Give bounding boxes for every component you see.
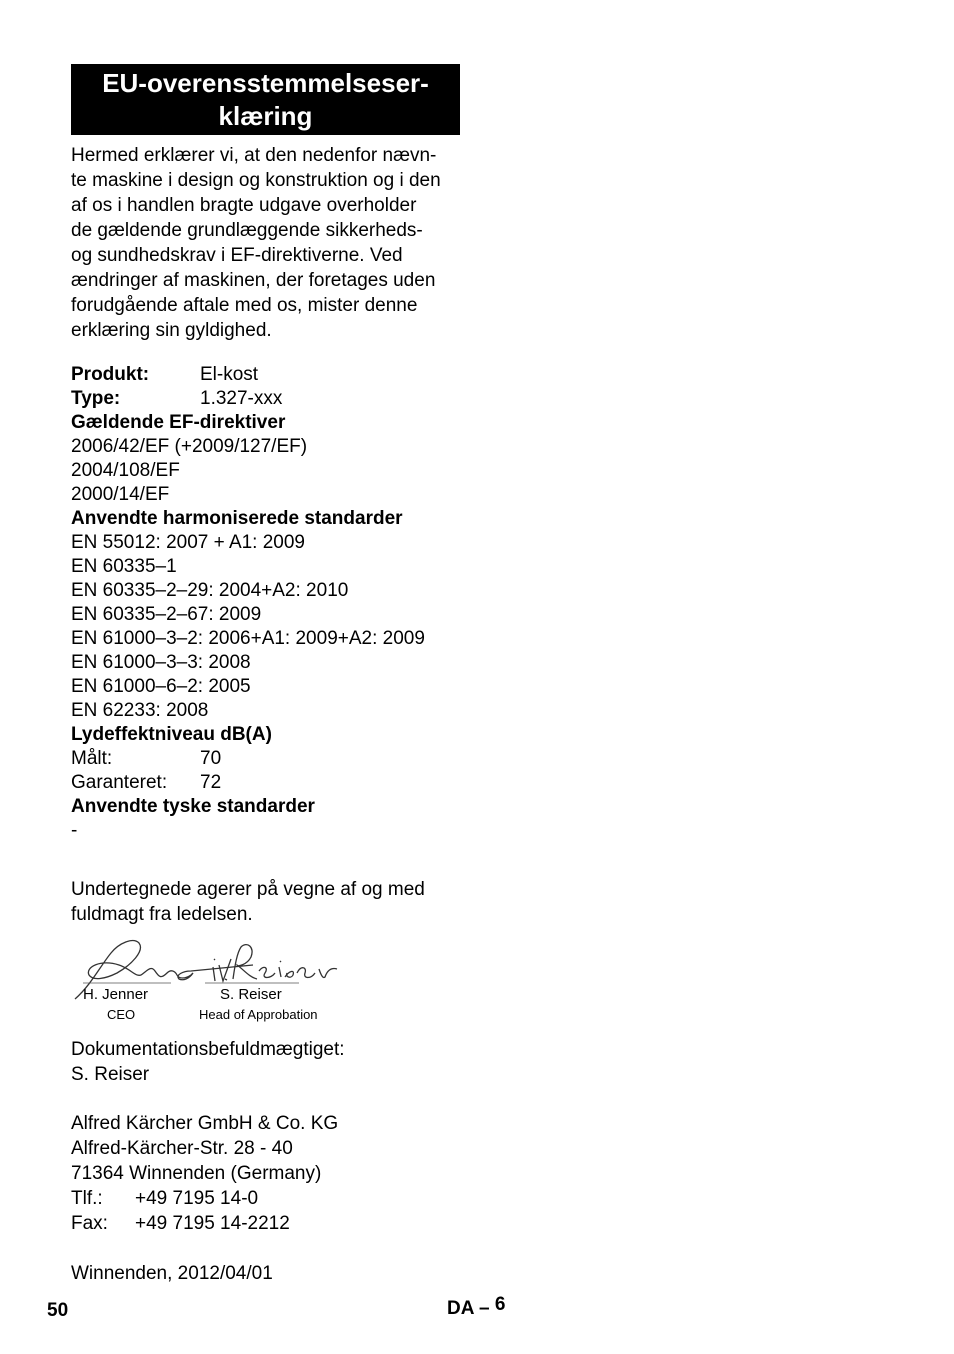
directive-item: 2004/108/EF (71, 460, 180, 481)
intro-line: Hermed erklærer vi, at den nedenfor nævn- (71, 145, 437, 166)
fax-value: +49 7195 14-2212 (135, 1213, 290, 1234)
intro-line: forudgående aftale med os, mister denne (71, 295, 418, 316)
german-standards-value: - (71, 820, 78, 841)
directive-item: 2000/14/EF (71, 484, 170, 505)
signature-name-jenner: H. Jenner (83, 986, 149, 1003)
measured-value: 70 (200, 748, 222, 769)
authority-statement (71, 877, 471, 927)
standards-heading: Anvendte harmoniserede standarder (71, 508, 403, 529)
standard-item: EN 60335–1 (71, 556, 177, 577)
directives-heading: Gældende EF-direktiver (71, 412, 286, 433)
footer-dash: – (479, 1298, 490, 1319)
title-line-1: EU-overensstemmelseser- (102, 67, 429, 98)
type-value: 1.327-xxx (200, 388, 283, 409)
documentation-authority (71, 1037, 471, 1087)
standard-item: EN 62233: 2008 (71, 700, 209, 721)
standard-item: EN 60335–2–67: 2009 (71, 604, 262, 625)
phone-row (71, 1186, 471, 1211)
phone-label: Tlf.: (71, 1188, 103, 1209)
measured-row (71, 747, 491, 771)
type-label: Type: (71, 388, 121, 409)
guaranteed-value: 72 (200, 772, 222, 793)
section-page-label (447, 1294, 506, 1321)
standard-item: EN 61000–3–2: 2006+A1: 2009+A2: 2009 (71, 628, 425, 649)
phone-value: +49 7195 14-0 (135, 1188, 259, 1209)
intro-paragraph (71, 143, 463, 343)
signature-role-ceo: CEO (107, 1007, 136, 1022)
measured-label: Målt: (71, 748, 113, 769)
standard-item: EN 61000–3–3: 2008 (71, 652, 251, 673)
fax-row (71, 1211, 471, 1236)
directive-item: 2006/42/EF (+2009/127/EF) (71, 436, 308, 457)
type-row (71, 387, 491, 411)
intro-line: af os i handlen bragte udgave overholder (71, 195, 417, 216)
documentation-label: Dokumentationsbefuldmægtiget: (71, 1039, 345, 1060)
standard-item: EN 60335–2–29: 2004+A2: 2010 (71, 580, 349, 601)
company-street: Alfred-Kärcher-Str. 28 - 40 (71, 1138, 293, 1159)
place-date: Winnenden, 2012/04/01 (71, 1263, 273, 1284)
intro-line: te maskine i design og konstruktion og i den (71, 170, 441, 191)
guaranteed-row (71, 771, 491, 795)
page-number: 50 (47, 1300, 69, 1321)
documentation-name: S. Reiser (71, 1064, 150, 1085)
company-city: 71364 Winnenden (Germany) (71, 1163, 322, 1184)
standard-item: EN 55012: 2007 + A1: 2009 (71, 532, 306, 553)
authority-line: fuldmagt fra ledelsen. (71, 904, 253, 925)
german-standards-heading: Anvendte tyske standarder (71, 796, 315, 817)
company-name: Alfred Kärcher GmbH & Co. KG (71, 1113, 339, 1134)
fax-label: Fax: (71, 1213, 108, 1234)
signature-block (71, 935, 371, 1025)
noise-heading: Lydeffektniveau dB(A) (71, 724, 272, 745)
standard-item: EN 61000–6–2: 2005 (71, 676, 251, 697)
signature-role-approbation: Head of Approbation (199, 1007, 318, 1022)
title-line-2: klæring (218, 100, 313, 131)
guaranteed-label: Garanteret: (71, 772, 168, 793)
signature-name-reiser: S. Reiser (220, 986, 282, 1003)
authority-line: Undertegnede agerer på vegne af og med (71, 879, 425, 900)
product-label: Produkt: (71, 364, 150, 385)
company-address (71, 1111, 471, 1236)
product-value: El-kost (200, 364, 259, 385)
product-specs (71, 363, 491, 843)
intro-line: de gældende grundlæggende sikkerheds- (71, 220, 423, 241)
page-title (71, 64, 460, 135)
language-code: DA (447, 1298, 474, 1319)
section-page-number: 6 (494, 1294, 506, 1315)
product-row (71, 363, 491, 387)
intro-line: og sundhedskrav i EF-direktiverne. Ved (71, 245, 403, 266)
intro-line: erklæring sin gyldighed. (71, 320, 272, 341)
signature-reiser (213, 945, 337, 981)
intro-line: ændringer af maskinen, der foretages uden (71, 270, 436, 291)
